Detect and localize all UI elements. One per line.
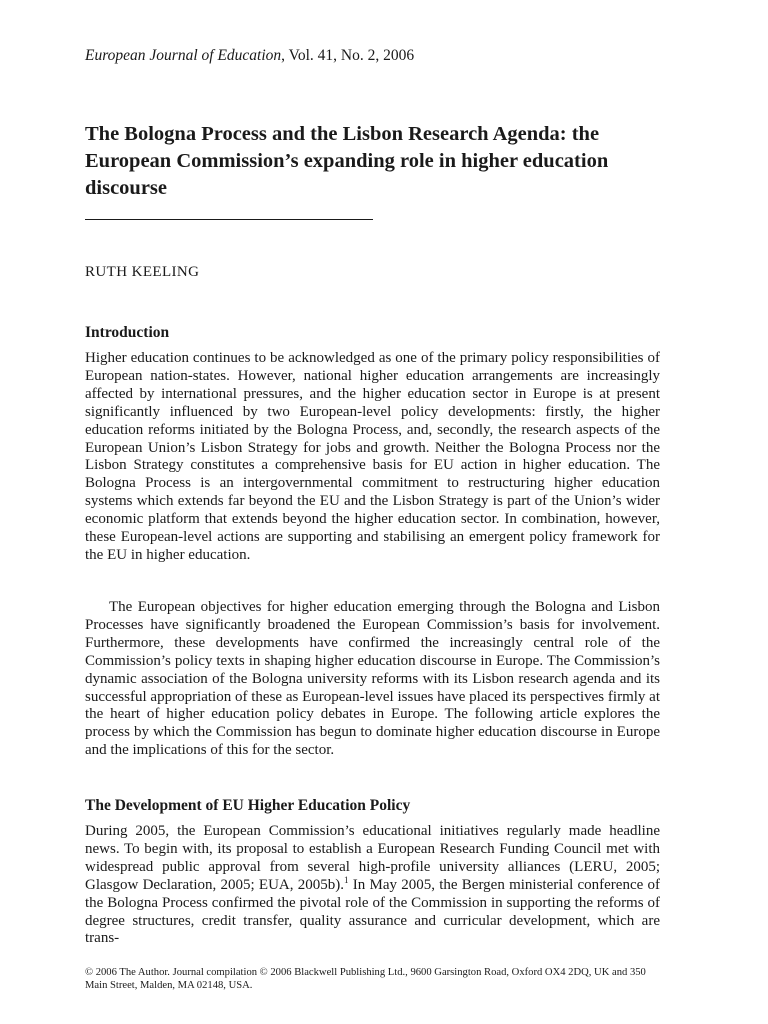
article-title: The Bologna Process and the Lisbon Research Agenda: the European Commission’s expanding role in higher education discourse [85, 123, 609, 199]
journal-name: European Journal of Education [85, 47, 282, 64]
journal-issue: , Vol. 41, No. 2, 2006 [281, 47, 415, 64]
title-divider [85, 219, 373, 220]
intro-paragraph-1: Higher education continues to be acknowledged as one of the primary policy responsibilities of European nation-states. However, national higher education arrangements are increasingly affected by international pressures, and the higher education sector in Europe is at present significantly influenced by two European-level policy developments: firstly, the higher education reforms initiated by the Bologna Process, and, secondly, the research aspects of the European Union’s Lisbon Strategy for jobs and growth. Neither the Bologna Process nor the Lisbon Strategy constitutes a comprehensive basis for EU action in higher education. The Bologna Process is an intergovernmental commitment to restructuring higher education systems which extends far beyond the EU and the Lisbon Strategy is part of the Union’s wider economic platform that extends beyond the higher education sector. In combination, however, these European-level actions are supporting and stabilising an emergent policy framework for the EU in higher education. [85, 350, 660, 563]
paragraph-text-after-note: In May 2005, the Bergen ministerial conference of the Bologna Process confirmed the pivotal role of the Commission in supporting the reforms of degree structures, credit transfer, quality assurance and curricular development, which are trans- [85, 876, 661, 947]
running-head [85, 46, 414, 66]
section-heading-introduction: Introduction [85, 324, 170, 341]
article-author: RUTH KEELING [85, 264, 200, 280]
paragraph-text-before-note: During 2005, the European Commission’s educational initiatives regularly made headline news. To begin with, its proposal to establish a European Research Funding Council met with widespread public approval from several high-profile university alliances (LERU, 2005; Glasgow Declaration, 2005; EUA, 2005b). [85, 823, 660, 893]
footnote-marker[interactable]: 1 [344, 874, 349, 885]
intro-paragraph-2: The European objectives for higher education emerging through the Bologna and Lisbon Processes have significantly broadened the European Commission’s basis for involvement. Furthermore, these developments have confirmed the increasingly central role of the Commission’s policy texts in shaping higher education discourse in Europe. The Commission’s dynamic association of the Bologna university reforms with its Lisbon research agenda and its successful appropriation of these as European-level issues have placed its perspectives firmly at the heart of higher education policy debates in Europe. The following article explores the process by which the Commission has begun to dominate higher education discourse in Europe and the implications of this for the sector. [85, 599, 660, 759]
development-paragraph-1 [85, 823, 660, 948]
section-heading-development: The Development of EU Higher Education Policy [85, 797, 411, 814]
journal-page [85, 0, 660, 1024]
copyright-footer: © 2006 The Author. Journal compilation © 2006 Blackwell Publishing Ltd., 9600 Garsington Road, Oxford OX4 2DQ, UK and 350 Main Street, Malden, MA 02148, USA. [85, 967, 646, 991]
